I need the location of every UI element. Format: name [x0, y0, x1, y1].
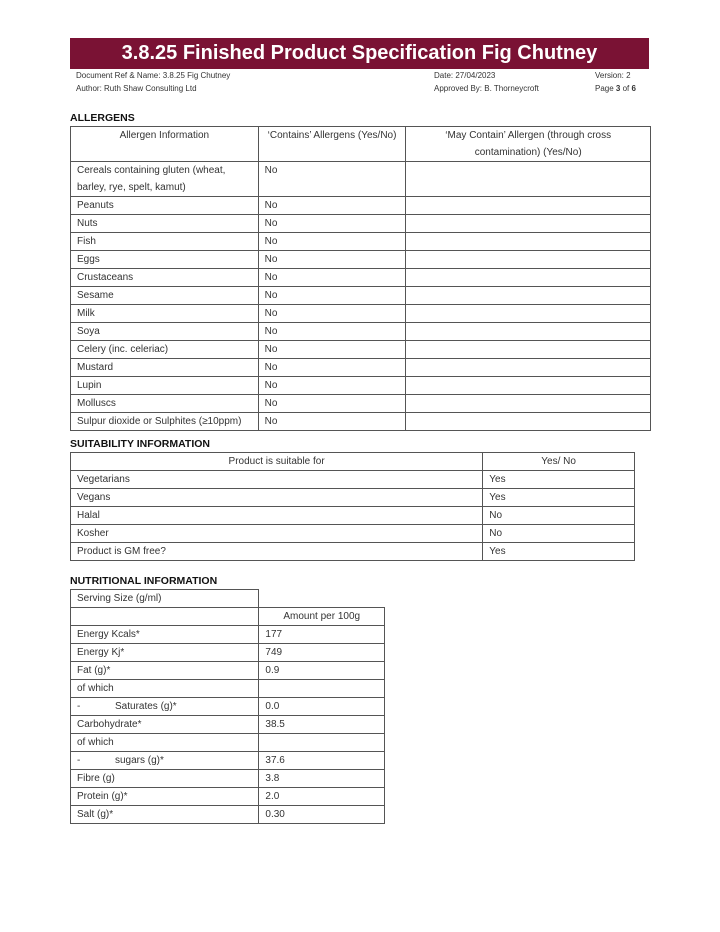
table-row: [71, 698, 385, 716]
nutrient-value: 3.8: [259, 770, 385, 788]
allergen-contains: No: [258, 377, 406, 395]
table-row: [71, 377, 651, 395]
suitability-value: Yes: [483, 489, 635, 507]
table-header-row: [71, 127, 651, 162]
allergen-contains: No: [258, 395, 406, 413]
table-row: [71, 734, 385, 752]
suitability-section-title: SUITABILITY INFORMATION: [70, 438, 210, 450]
allergen-may-contain: [406, 215, 651, 233]
nutrient-label: Energy Kj*: [71, 644, 259, 662]
table-row: [71, 489, 635, 507]
table-header-row: [71, 608, 385, 626]
table-row: [71, 287, 651, 305]
allergen-contains: No: [258, 341, 406, 359]
suitability-label: Vegans: [71, 489, 483, 507]
table-row: [71, 413, 651, 431]
allergen-contains: No: [258, 305, 406, 323]
allergens-table: [70, 126, 651, 431]
table-row: [71, 507, 635, 525]
allergen-may-contain: [406, 269, 651, 287]
nutrient-value: 0.30: [259, 806, 385, 824]
allergen-name: Peanuts: [71, 197, 259, 215]
allergen-may-contain: [406, 341, 651, 359]
allergen-may-contain: [406, 413, 651, 431]
table-row: [71, 233, 651, 251]
allergen-name: Sesame: [71, 287, 259, 305]
allergen-may-contain: [406, 233, 651, 251]
table-row: [71, 305, 651, 323]
table-row: [71, 395, 651, 413]
table-row: [71, 752, 385, 770]
nutrient-label: Fibre (g): [71, 770, 259, 788]
allergens-section-title: ALLERGENS: [70, 112, 135, 124]
allergen-name: Fish: [71, 233, 259, 251]
allergen-name: Celery (inc. celeriac): [71, 341, 259, 359]
nutrient-label: - sugars (g)*: [71, 752, 259, 770]
allergen-name: Crustaceans: [71, 269, 259, 287]
nutrient-label: - Saturates (g)*: [71, 698, 259, 716]
header-product-suitable: Product is suitable for: [71, 453, 483, 471]
header-contains: ‘Contains’ Allergens (Yes/No): [258, 127, 406, 162]
suitability-label: Vegetarians: [71, 471, 483, 489]
table-row: [71, 162, 651, 197]
table-row: [71, 590, 385, 608]
table-row: [71, 680, 385, 698]
allergen-name: Cereals containing gluten (wheat, barley, rye, spelt, kamut): [71, 162, 259, 197]
table-row: [71, 716, 385, 734]
nutrient-value: [259, 734, 385, 752]
table-row: [71, 197, 651, 215]
doc-version: Version: 2: [595, 71, 631, 80]
allergen-contains: No: [258, 215, 406, 233]
table-row: [71, 662, 385, 680]
allergen-may-contain: [406, 395, 651, 413]
header-allergen-info: Allergen Information: [71, 127, 259, 162]
table-row: [71, 251, 651, 269]
table-header-row: [71, 453, 635, 471]
table-row: [71, 269, 651, 287]
allergen-may-contain: [406, 359, 651, 377]
allergen-name: Lupin: [71, 377, 259, 395]
table-row: [71, 525, 635, 543]
header-amount-per-100g: Amount per 100g: [259, 608, 385, 626]
allergen-name: Sulpur dioxide or Sulphites (≥10ppm): [71, 413, 259, 431]
nutrient-value: 38.5: [259, 716, 385, 734]
suitability-label: Kosher: [71, 525, 483, 543]
header-may-contain: ‘May Contain’ Allergen (through cross contamination) (Yes/No): [406, 127, 651, 162]
doc-approved-by: Approved By: B. Thorneycroft: [434, 84, 539, 93]
suitability-value: Yes: [483, 543, 635, 561]
nutrient-value: 0.0: [259, 698, 385, 716]
nutrient-value: 2.0: [259, 788, 385, 806]
allergen-contains: No: [258, 269, 406, 287]
allergen-name: Nuts: [71, 215, 259, 233]
nutrient-label: Fat (g)*: [71, 662, 259, 680]
allergen-may-contain: [406, 323, 651, 341]
table-row: [71, 543, 635, 561]
allergen-contains: No: [258, 359, 406, 377]
allergen-name: Molluscs: [71, 395, 259, 413]
allergen-contains: No: [258, 287, 406, 305]
allergen-may-contain: [406, 377, 651, 395]
suitability-label: Halal: [71, 507, 483, 525]
allergen-may-contain: [406, 162, 651, 197]
nutrition-section-title: NUTRITIONAL INFORMATION: [70, 575, 218, 587]
table-row: [71, 471, 635, 489]
header-yes-no: Yes/ No: [483, 453, 635, 471]
suitability-value: Yes: [483, 471, 635, 489]
table-row: [71, 770, 385, 788]
nutrient-label: of which: [71, 680, 259, 698]
nutrient-label: Energy Kcals*: [71, 626, 259, 644]
allergen-may-contain: [406, 287, 651, 305]
serving-size-value: [259, 590, 385, 608]
nutrient-value: 749: [259, 644, 385, 662]
table-row: [71, 341, 651, 359]
allergen-contains: No: [258, 323, 406, 341]
allergen-may-contain: [406, 305, 651, 323]
nutrient-label: of which: [71, 734, 259, 752]
suitability-table: [70, 452, 635, 561]
allergen-contains: No: [258, 197, 406, 215]
table-row: [71, 788, 385, 806]
table-row: [71, 806, 385, 824]
allergen-name: Milk: [71, 305, 259, 323]
document-title: 3.8.25 Finished Product Specification Fig Chutney: [70, 38, 649, 69]
nutrient-label: Carbohydrate*: [71, 716, 259, 734]
suitability-value: No: [483, 525, 635, 543]
allergen-contains: No: [258, 251, 406, 269]
allergen-name: Eggs: [71, 251, 259, 269]
doc-ref: Document Ref & Name: 3.8.25 Fig Chutney: [76, 71, 231, 80]
serving-size-label: Serving Size (g/ml): [71, 590, 259, 608]
doc-date: Date: 27/04/2023: [434, 71, 496, 80]
table-row: [71, 644, 385, 662]
allergen-contains: No: [258, 162, 406, 197]
table-row: [71, 359, 651, 377]
nutrient-value: [259, 680, 385, 698]
nutrient-value: 177: [259, 626, 385, 644]
table-row: [71, 323, 651, 341]
table-row: [71, 626, 385, 644]
nutrient-label: Salt (g)*: [71, 806, 259, 824]
allergen-name: Mustard: [71, 359, 259, 377]
allergen-name: Soya: [71, 323, 259, 341]
table-row: [71, 215, 651, 233]
nutrient-value: 0.9: [259, 662, 385, 680]
page-number: Page 3 of 6: [595, 84, 636, 93]
allergen-contains: No: [258, 233, 406, 251]
nutrient-label: Protein (g)*: [71, 788, 259, 806]
allergen-may-contain: [406, 251, 651, 269]
allergen-may-contain: [406, 197, 651, 215]
nutrition-table: [70, 589, 385, 824]
suitability-label: Product is GM free?: [71, 543, 483, 561]
suitability-value: No: [483, 507, 635, 525]
allergen-contains: No: [258, 413, 406, 431]
nutrient-value: 37.6: [259, 752, 385, 770]
doc-author: Author: Ruth Shaw Consulting Ltd: [76, 84, 197, 93]
nutrition-header-spacer: [71, 608, 259, 626]
